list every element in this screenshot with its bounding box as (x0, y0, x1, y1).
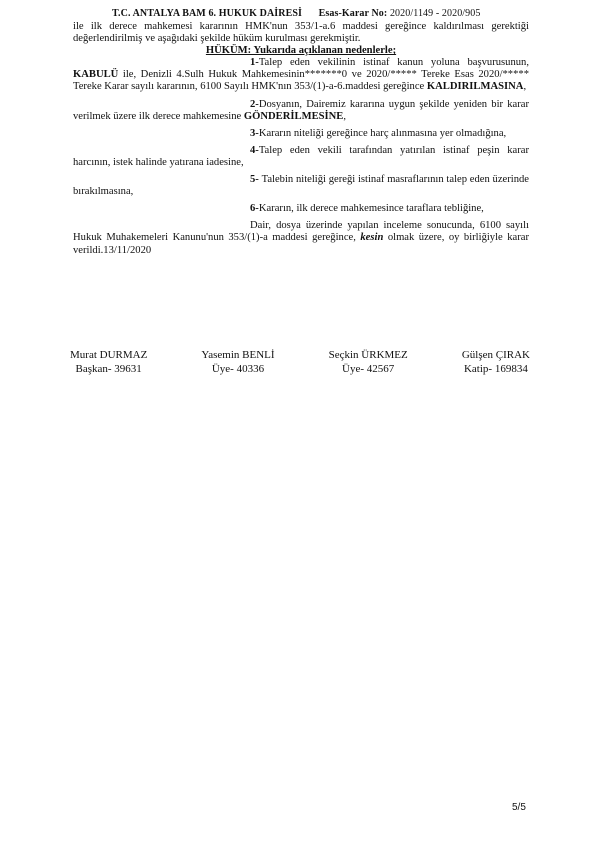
signatory-role: Üye- 40336 (211, 363, 265, 375)
final-emphasis: kesin (360, 232, 384, 244)
item-text: Kararın niteliği gereğince harç alınmasına yer olmadığına, (258, 127, 507, 139)
signatory-name: Gülşen ÇIRAK (461, 349, 530, 361)
signatory-role: Katip- 169834 (463, 363, 528, 375)
final-text: Dair, dosya üzerinde yapılan inceleme sonucunda, 6100 sayılı Hukuk Muhakemeleri Kanunu'nun 353/(1)-a maddesi gereğince, (73, 220, 529, 244)
item-text: Talep eden vekilinin istinaf kanun yoluna başvurusunun, (258, 57, 529, 69)
ruling-item-5 (73, 174, 529, 198)
hukum-heading: HÜKÜM: Yukarıda açıklanan nedenlerle; (205, 45, 397, 57)
signature-president (70, 348, 147, 376)
item-text: Dosyanın, Dairemiz kararına uygun şekilde yeniden bir karar verilmek üzere ilk derece mahkemesine (73, 98, 529, 122)
item-text: , (343, 110, 347, 122)
signatory-name: Seçkin ÜRKMEZ (328, 349, 408, 361)
ruling-item-4 (73, 145, 529, 169)
signatory-name: Murat DURMAZ (70, 349, 148, 361)
case-number-value: 2020/1149 - 2020/905 (389, 8, 481, 19)
signatory-role: Başkan- 39631 (75, 363, 142, 375)
page-header (112, 8, 480, 19)
item-text: Kararın, ilk derece mahkemesince taraflara tebliğine, (258, 203, 484, 215)
document-body (73, 21, 529, 257)
final-text: olmak üzere, oy birliğiyle karar verildi.13/11/2020 (73, 232, 529, 256)
item-number: 3- (250, 127, 259, 139)
court-name: T.C. ANTALYA BAM 6. HUKUK DAİRESİ (112, 8, 303, 19)
signature-block (70, 348, 530, 376)
item-emphasis: KABULÜ (73, 69, 119, 81)
signatory-name: Yasemin BENLİ (201, 349, 275, 361)
ruling-item-3 (73, 128, 529, 140)
item-text: Talep eden vekili tarafından yatırılan istinaf peşin karar harcının, istek halinde yatırana iadesine, (73, 144, 529, 168)
signature-member-2 (329, 348, 408, 376)
item-emphasis: GÖNDERİLMESİNE (243, 110, 344, 122)
item-emphasis: KALDIRILMASINA (426, 81, 524, 93)
item-number: 6- (250, 203, 259, 215)
item-text: ile, Denizli 4.Sulh Hukuk Mahkemesinin*******0 ve 2020/***** Tereke Esas 2020/***** Tereke Karar sayılı kararının, 6100 Sayılı HMK'nın 353/(1)-a-6.maddesi gereğince (73, 69, 529, 93)
item-text: Talebin niteliği gereği istinaf masraflarının talep eden üzerinde bırakılmasına, (73, 174, 529, 198)
page-number: 5/5 (512, 802, 526, 813)
signature-clerk (462, 348, 530, 376)
ruling-item-6 (73, 203, 529, 215)
signatory-role: Üye- 42567 (342, 363, 395, 375)
item-number: 2- (250, 98, 259, 110)
item-text: , (523, 81, 527, 93)
item-number: 5- (250, 174, 262, 186)
item-number: 1- (250, 57, 259, 69)
intro-paragraph: ile ilk derece mahkemesi kararının HMK'nun 353/1-a.6 maddesi gereğince kaldırılması gerektiği değerlendirilmiş ve aşağıdaki şekilde hüküm kurulması gerekmiştir. (73, 21, 529, 45)
signature-member-1 (201, 348, 274, 376)
case-number-label: Esas-Karar No: (318, 8, 388, 19)
ruling-item-1 (73, 57, 529, 93)
ruling-item-2 (73, 99, 529, 123)
item-number: 4- (250, 144, 259, 156)
final-paragraph (73, 220, 529, 256)
